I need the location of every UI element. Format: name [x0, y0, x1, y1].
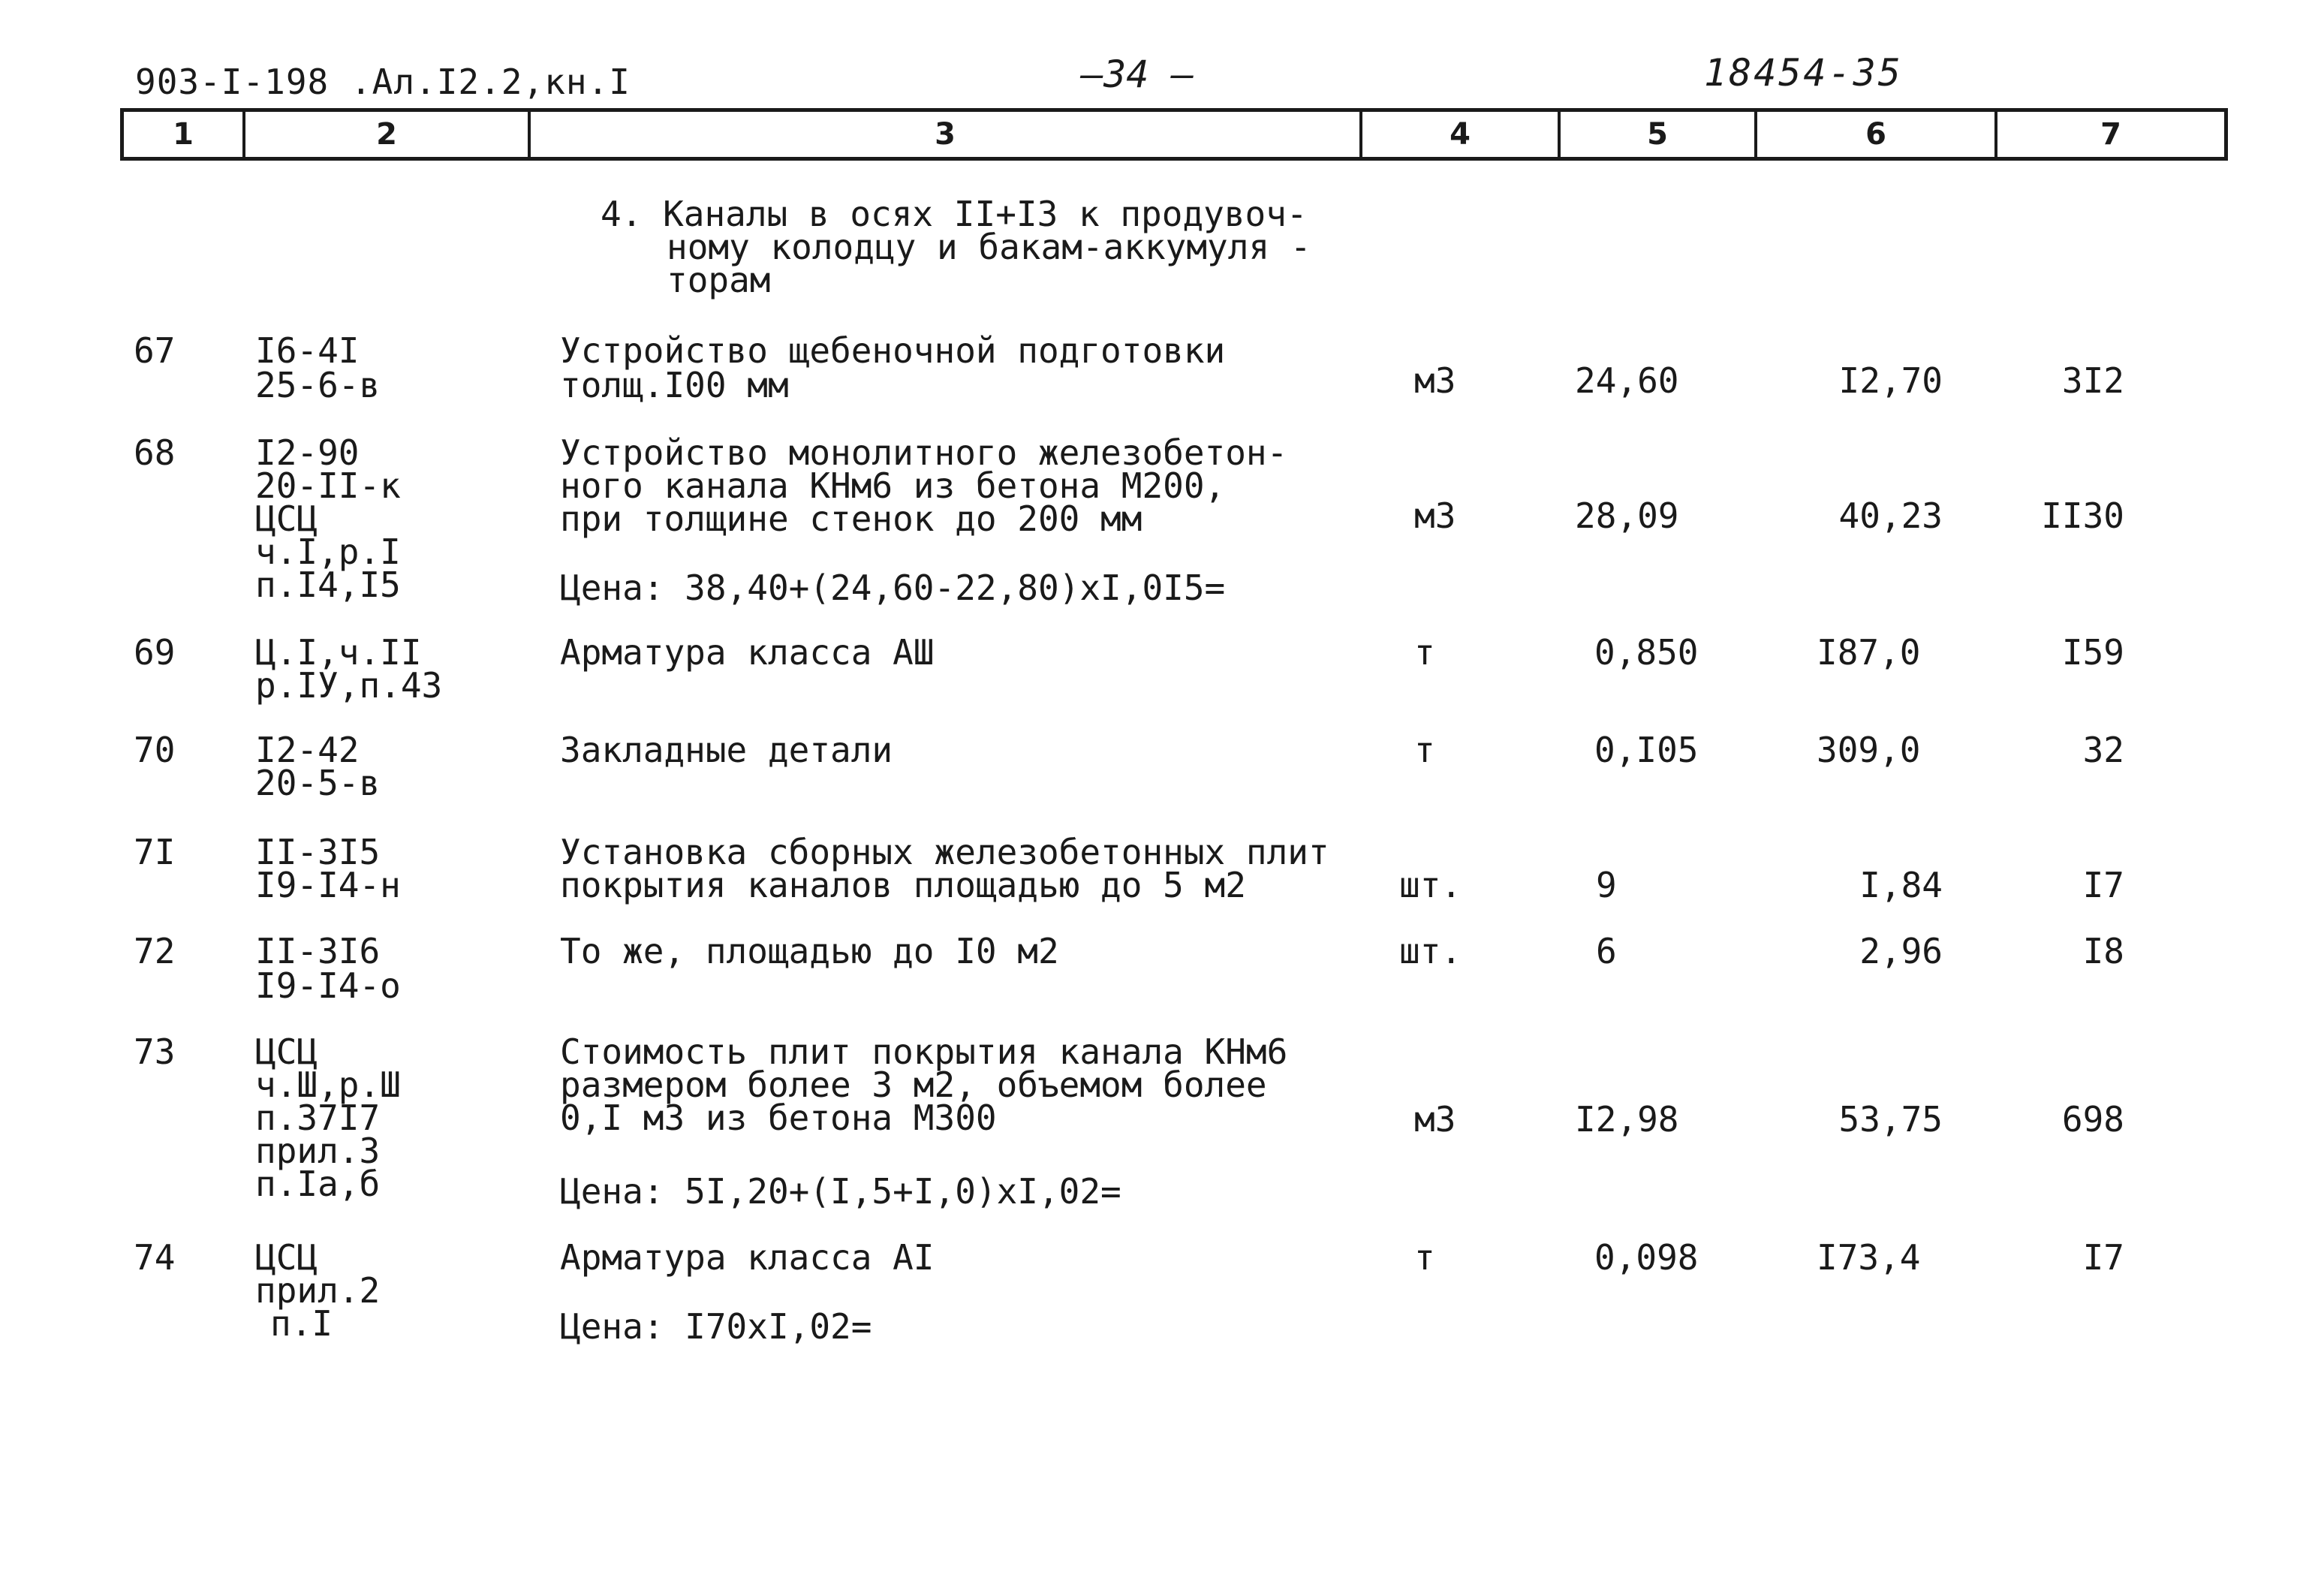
unit-price: I,84 [1859, 865, 1943, 905]
work-description-line: Стоимость плит покрытия канала КНм6 [560, 1031, 1288, 1072]
norm-code-line: I9-I4-н [255, 865, 401, 905]
unit: м3 [1414, 1099, 1456, 1140]
price-calculation: Цена: 5I,20+(I,5+I,0)хI,02= [560, 1171, 1121, 1212]
norm-code-line: прил.3 [255, 1131, 381, 1171]
unit: т [1414, 730, 1435, 770]
work-description-line: Устройство щебеночной подготовки [560, 330, 1226, 371]
unit: м3 [1414, 495, 1456, 536]
norm-code-line: 20-II-к [255, 465, 401, 506]
column-header: 5 [1561, 112, 1757, 157]
unit: шт. [1399, 931, 1462, 971]
inventory-number: 18454-35 [1704, 51, 1903, 95]
quantity: 6 [1596, 931, 1617, 971]
norm-code-line: 20-5-в [255, 763, 381, 803]
column-header: 3 [531, 112, 1362, 157]
norm-code-line: ЦСЦ [255, 498, 318, 539]
section-title-line: торам [667, 260, 771, 300]
section-title-line: ному колодцу и бакам-аккумуля - [667, 227, 1311, 267]
norm-code-line: ЦСЦ [255, 1237, 318, 1278]
unit-price: 53,75 [1838, 1099, 1943, 1140]
section-title-line: 4. Каналы в осях II+I3 к продувоч- [601, 194, 1308, 234]
row-number: 73 [134, 1031, 176, 1072]
unit: т [1414, 1237, 1435, 1278]
column-header-bar [120, 108, 2228, 161]
unit-price: 40,23 [1838, 495, 1943, 536]
total-cost: I59 [2061, 632, 2124, 673]
norm-code-line: ч.Ш,р.Ш [255, 1065, 401, 1105]
norm-code-line: I9-I4-о [255, 965, 401, 1006]
norm-code-line: II-3I5 [255, 832, 381, 872]
work-description-line: Устройство монолитного железобетон- [560, 432, 1288, 473]
row-number: 68 [134, 432, 176, 473]
work-description-line: Закладные детали [560, 730, 893, 770]
work-description-line: Установка сборных железобетонных плит [560, 832, 1329, 872]
norm-code-line: ч.I,р.I [255, 531, 401, 572]
row-number: 70 [134, 730, 176, 770]
unit-price: I73,4 [1817, 1237, 1921, 1278]
work-description-line: То же, площадью до I0 м2 [560, 931, 1059, 971]
quantity: 0,098 [1594, 1237, 1699, 1278]
unit-price: I2,70 [1838, 360, 1943, 401]
quantity: 24,60 [1575, 360, 1679, 401]
norm-code-line: I6-4I [255, 330, 360, 371]
quantity: 28,09 [1575, 495, 1679, 536]
unit-price: I87,0 [1817, 632, 1921, 673]
column-header: 1 [124, 112, 245, 157]
row-number: 7I [134, 832, 176, 872]
norm-code-line: Ц.I,ч.II [255, 632, 422, 673]
norm-code-line: п.Iа,б [255, 1164, 381, 1204]
norm-code-line: I2-42 [255, 730, 360, 770]
quantity: 9 [1596, 865, 1617, 905]
norm-code-line: п.37I7 [255, 1098, 381, 1138]
quantity: 0,I05 [1594, 730, 1699, 770]
column-header: 6 [1757, 112, 1997, 157]
work-description-line: 0,I м3 из бетона М300 [560, 1098, 997, 1138]
work-description-line: ного канала КНм6 из бетона М200, [560, 465, 1226, 506]
norm-code-line: I2-90 [255, 432, 360, 473]
total-cost: 32 [2082, 730, 2124, 770]
work-description-line: Арматура класса АI [560, 1237, 935, 1278]
unit-price: 2,96 [1859, 931, 1943, 971]
work-description-line: размером более 3 м2, объемом более [560, 1065, 1267, 1105]
row-number: 69 [134, 632, 176, 673]
document-code: 903-I-198 .Ал.I2.2,кн.I [135, 62, 631, 102]
work-description-line: толщ.I00 мм [560, 365, 789, 405]
norm-code-line: II-3I6 [255, 931, 381, 971]
work-description-line: при толщине стенок до 200 мм [560, 498, 1142, 539]
total-cost: 3I2 [2061, 360, 2124, 401]
price-calculation: Цена: 38,40+(24,60-22,80)хI,0I5= [560, 568, 1226, 608]
norm-code-line: ЦСЦ [255, 1031, 318, 1072]
total-cost: 698 [2061, 1099, 2124, 1140]
row-number: 67 [134, 330, 176, 371]
row-number: 72 [134, 931, 176, 971]
norm-code-line: р.IУ,п.43 [255, 665, 443, 706]
work-description-line: Арматура класса АШ [560, 632, 935, 673]
unit: т [1414, 632, 1435, 673]
total-cost: II30 [2041, 495, 2124, 536]
column-header: 7 [2100, 117, 2121, 152]
unit-price: 309,0 [1817, 730, 1921, 770]
column-header: 2 [245, 112, 531, 157]
work-description-line: покрытия каналов площадью до 5 м2 [560, 865, 1246, 905]
quantity: 0,850 [1594, 632, 1699, 673]
unit: шт. [1399, 865, 1462, 905]
total-cost: I8 [2082, 931, 2124, 971]
unit: м3 [1414, 360, 1456, 401]
norm-code-line: п.I4,I5 [255, 565, 401, 605]
price-calculation: Цена: I70хI,02= [560, 1306, 872, 1347]
row-number: 74 [134, 1237, 176, 1278]
norm-code-line: прил.2 [255, 1270, 381, 1311]
page-number: —34 — [1081, 53, 1194, 96]
total-cost: I7 [2082, 865, 2124, 905]
column-header: 4 [1362, 112, 1561, 157]
norm-code-line: 25-6-в [255, 365, 381, 405]
norm-code-line: п.I [270, 1303, 333, 1344]
quantity: I2,98 [1575, 1099, 1679, 1140]
total-cost: I7 [2082, 1237, 2124, 1278]
